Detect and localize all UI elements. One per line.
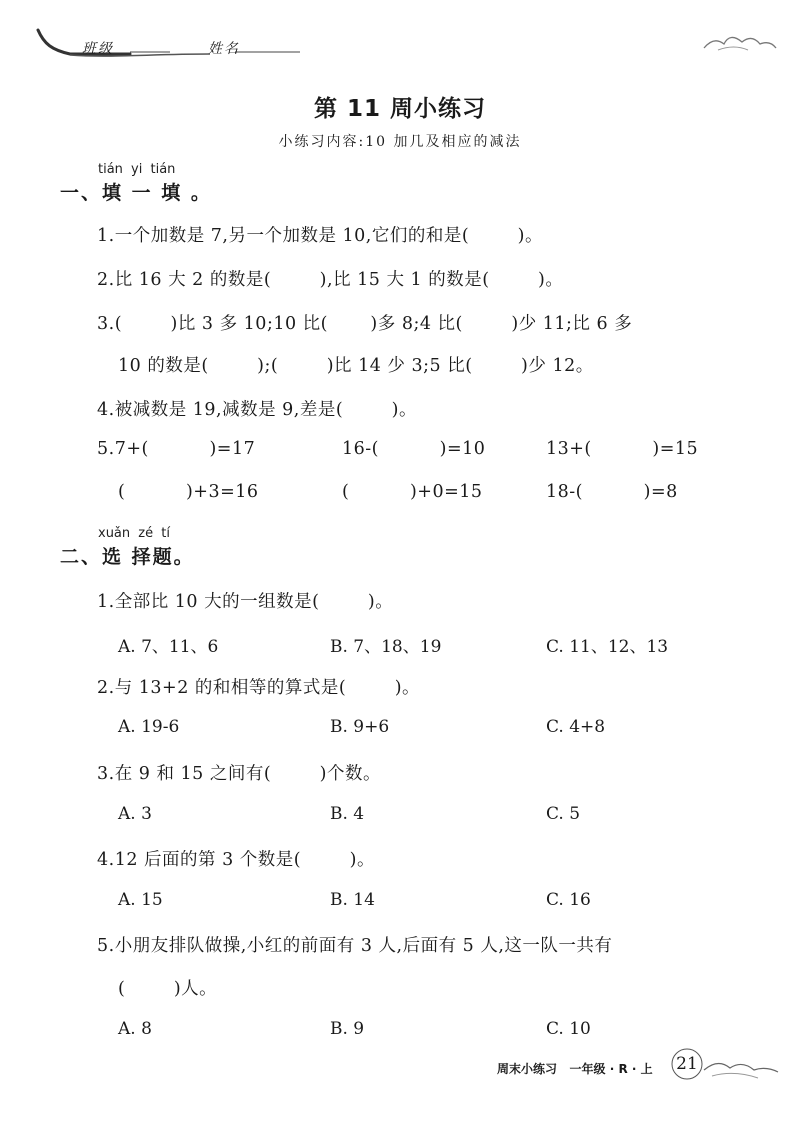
fill-question-5f: 18-( )=8 bbox=[546, 482, 678, 502]
choice-question-4: 4.12 后面的第 3 个数是( )。 bbox=[97, 850, 375, 870]
choice-2-option-a: A. 19-6 bbox=[118, 717, 180, 737]
choice-2-option-b: B. 9+6 bbox=[330, 717, 390, 737]
section1-heading: 一、填 一 填 。 bbox=[60, 182, 212, 204]
brush-stroke-decoration bbox=[30, 18, 310, 68]
fill-question-5d: ( )+3=16 bbox=[118, 482, 259, 502]
choice-1-option-a: A. 7、11、6 bbox=[118, 637, 219, 657]
fill-question-3-cont: 10 的数是( );( )比 14 少 3;5 比( )少 12。 bbox=[118, 356, 594, 376]
page-subtitle: 小练习内容:10 加几及相应的减法 bbox=[278, 134, 522, 150]
choice-5-option-a: A. 8 bbox=[118, 1019, 152, 1039]
fill-question-2: 2.比 16 大 2 的数是( ),比 15 大 1 的数是( )。 bbox=[97, 270, 564, 290]
fill-question-4: 4.被减数是 19,减数是 9,差是( )。 bbox=[97, 400, 418, 420]
cloud-decoration-icon bbox=[700, 26, 780, 56]
choice-4-option-b: B. 14 bbox=[330, 890, 375, 910]
choice-question-2: 2.与 13+2 的和相等的算式是( )。 bbox=[97, 678, 421, 698]
fill-question-5b: 16-( )=10 bbox=[342, 439, 486, 459]
choice-3-option-b: B. 4 bbox=[330, 804, 365, 824]
choice-3-option-c: C. 5 bbox=[546, 804, 581, 824]
choice-question-5-cont: ( )人。 bbox=[118, 979, 218, 999]
name-label: 姓名 bbox=[208, 41, 240, 57]
choice-5-option-c: C. 10 bbox=[546, 1019, 591, 1039]
choice-1-option-c: C. 11、12、13 bbox=[546, 637, 669, 657]
fill-question-5e: ( )+0=15 bbox=[342, 482, 483, 502]
footer-label: 周末小练习 一年级 · R · 上 bbox=[497, 1062, 653, 1076]
page-title: 第 11 周小练习 bbox=[313, 96, 487, 122]
class-label: 班级 bbox=[82, 41, 114, 57]
fill-question-3: 3.( )比 3 多 10;10 比( )多 8;4 比( )少 11;比 6 多 bbox=[97, 314, 633, 334]
choice-4-option-c: C. 16 bbox=[546, 890, 591, 910]
fill-question-1: 1.一个加数是 7,另一个加数是 10,它们的和是( )。 bbox=[97, 226, 544, 246]
choice-5-option-b: B. 9 bbox=[330, 1019, 365, 1039]
choice-question-1: 1.全部比 10 大的一组数是( )。 bbox=[97, 592, 394, 612]
choice-4-option-a: A. 15 bbox=[118, 890, 163, 910]
section2-pinyin: xuǎn zé tí bbox=[98, 526, 170, 541]
header-fields bbox=[30, 18, 310, 68]
section2-heading: 二、选 择题。 bbox=[60, 546, 195, 568]
fill-question-5c: 13+( )=15 bbox=[546, 439, 699, 459]
fill-question-5a: 5.7+( )=17 bbox=[97, 439, 256, 459]
page-number: 21 bbox=[676, 1054, 698, 1074]
choice-question-5: 5.小朋友排队做操,小红的前面有 3 人,后面有 5 人,这一队一共有 bbox=[97, 936, 613, 956]
choice-1-option-b: B. 7、18、19 bbox=[330, 637, 442, 657]
choice-2-option-c: C. 4+8 bbox=[546, 717, 606, 737]
choice-3-option-a: A. 3 bbox=[118, 804, 152, 824]
choice-question-3: 3.在 9 和 15 之间有( )个数。 bbox=[97, 764, 382, 784]
section1-pinyin: tián yi tián bbox=[98, 162, 176, 177]
